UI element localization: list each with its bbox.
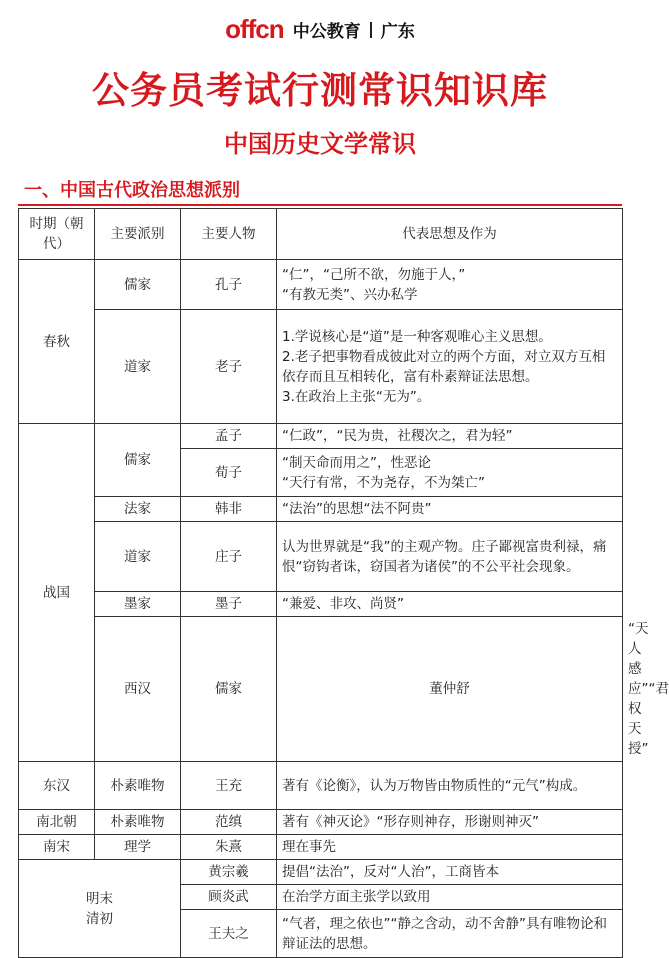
brand-divider: [370, 22, 372, 38]
figure-cell: 董仲舒: [277, 617, 623, 762]
school-cell: 儒家: [95, 260, 181, 310]
period-cell: 春秋: [19, 260, 95, 424]
thought-line: 2.老子把事物看成彼此对立的两个方面，对立双方互相依存而且互相转化，富有朴素辩证法思想。: [282, 348, 606, 385]
thought-line: “仁政”，“民为贵，社稷次之，君为轻”: [282, 428, 513, 444]
thought-line: “仁”，“己所不欲，勿施于人，”: [282, 266, 466, 283]
thought-cell: [277, 310, 623, 424]
school-cell: 墨家: [95, 592, 181, 617]
thought-line: “制天命而用之”，性恶论: [282, 454, 431, 471]
header-figure: 主要人物: [181, 209, 277, 260]
thought-cell: [277, 497, 623, 522]
table-row: [19, 762, 623, 810]
thought-cell: [277, 260, 623, 310]
header-school: 主要派别: [95, 209, 181, 260]
page-title: 公务员考试行测常识知识库: [92, 69, 548, 112]
school-cell: 道家: [95, 522, 181, 592]
school-cell: 儒家: [181, 617, 277, 762]
period-line: 明末: [86, 890, 113, 907]
thought-line: 3.在政治上主张“无为”。: [282, 388, 431, 405]
schools-table: [18, 208, 669, 958]
thought-line: “气者，理之依也”“静之含动，动不舍静”具有唯物论和辩证法的思想。: [282, 915, 607, 952]
thought-cell: [277, 860, 623, 885]
thought-cell: [277, 449, 623, 497]
figure-cell: 老子: [181, 310, 277, 424]
figure-cell: 韩非: [181, 497, 277, 522]
header-thought: 代表思想及作为: [277, 209, 623, 260]
school-cell: 理学: [95, 835, 181, 860]
figure-cell: 孟子: [181, 424, 277, 449]
figure-cell: 庄子: [181, 522, 277, 592]
school-cell: 法家: [95, 497, 181, 522]
figure-cell: 荀子: [181, 449, 277, 497]
thought-cell: [277, 885, 623, 910]
table-row: [19, 592, 623, 617]
school-cell: 朴素唯物: [95, 810, 181, 835]
thought-cell: [277, 835, 623, 860]
figure-cell: 孔子: [181, 260, 277, 310]
thought-line: 在治学方面主张学以致用: [282, 889, 431, 905]
figure-cell: 王充: [181, 762, 277, 810]
period-cell: 东汉: [19, 762, 95, 810]
figure-cell: 黄宗羲: [181, 860, 277, 885]
thought-cell: [277, 910, 623, 958]
header-period: 时期（朝代）: [19, 209, 95, 260]
section-divider: [18, 204, 622, 206]
period-line: 清初: [86, 910, 113, 927]
period-cell: 南宋: [19, 835, 95, 860]
page-subtitle: 中国历史文学常识: [224, 130, 416, 158]
figure-cell: 朱熹: [181, 835, 277, 860]
thought-cell: [277, 810, 623, 835]
thought-line: 著有《论衡》，认为万物皆由物质性的“元气”构成。: [282, 777, 587, 794]
thought-line: 提倡“法治”，反对“人治”，工商皆本: [282, 864, 499, 880]
period-cell: [19, 860, 181, 958]
table-row: [19, 810, 623, 835]
school-cell: 儒家: [95, 424, 181, 497]
offcn-logo: offcn: [225, 14, 284, 44]
thought-line: “有教无类”、兴办私学: [282, 286, 418, 303]
table-row: [19, 424, 623, 449]
figure-cell: 王夫之: [181, 910, 277, 958]
brand-header: [0, 14, 640, 44]
period-cell: 战国: [19, 424, 95, 762]
brand-region: 广东: [380, 22, 415, 42]
school-cell: 道家: [95, 310, 181, 424]
brand-name: 中公教育: [292, 22, 361, 42]
figure-cell: 墨子: [181, 592, 277, 617]
thought-line: 认为世界就是“我”的主观产物。庄子鄙视富贵利禄，痛恨“窃钩者诛，窃国者为诸侯”的不公平社会现象。: [282, 538, 607, 575]
period-cell: 西汉: [95, 617, 181, 762]
table-row: [19, 522, 623, 592]
table-row: [19, 310, 623, 424]
thought-line: 著有《神灭论》“形存则神存，形谢则神灭”: [282, 814, 539, 830]
table-header-row: [19, 209, 623, 260]
thought-cell: [277, 592, 623, 617]
figure-cell: 范缜: [181, 810, 277, 835]
period-cell: 南北朝: [19, 810, 95, 835]
thought-line: 1.学说核心是“道”是一种客观唯心主义思想。: [282, 328, 552, 345]
thought-line: “法治”的思想“法不阿贵”: [282, 501, 432, 517]
table-row: 西汉 儒家 董仲舒 “天人感应”“君权天授”: [19, 617, 623, 762]
thought-line: “天行有常，不为尧存，不为桀亡”: [282, 474, 485, 491]
thought-line: “兼爱、非攻、尚贤”: [282, 596, 404, 612]
thought-cell: [277, 522, 623, 592]
thought-cell: [277, 424, 623, 449]
school-cell: 朴素唯物: [95, 762, 181, 810]
figure-cell: 顾炎武: [181, 885, 277, 910]
table-row: [19, 860, 623, 885]
table-row: [19, 260, 623, 310]
table-row: [19, 497, 623, 522]
thought-line: 理在事先: [282, 839, 336, 855]
thought-cell: [277, 762, 623, 810]
section-heading: 一、中国古代政治思想派别: [24, 180, 240, 201]
table-row: [19, 835, 623, 860]
